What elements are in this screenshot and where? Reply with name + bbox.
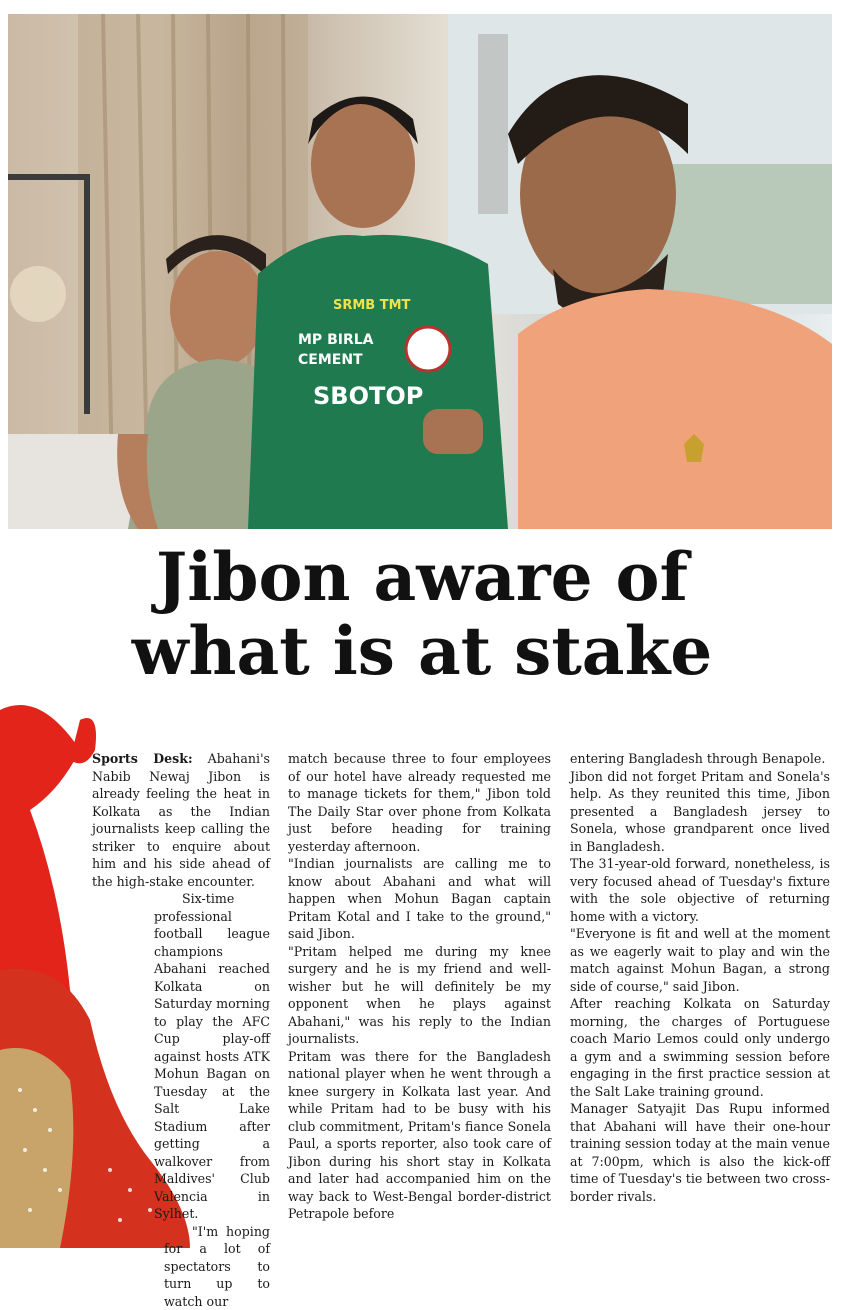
dateline: Sports Desk: (92, 751, 193, 766)
headline-line-1: Jibon aware of (20, 540, 824, 614)
article-paragraph: After reaching Kolkata on Saturday morning, the charges of Portuguese coach Mario Lemos could only undergo a gym and a swimming session before engaging in the first practice session at the Salt Lake training ground. (570, 995, 830, 1100)
jersey-chest-text-1: MP BIRLA (298, 332, 374, 348)
club-crest-icon (406, 327, 450, 371)
article-paragraph: entering Bangladesh through Benapole. (570, 750, 830, 768)
article-paragraph: "Everyone is fit and well at the moment as we eagerly wait to play and win the match against Mohun Bagan, a strong side of course," said Jibon. (570, 925, 830, 995)
article-paragraph: match because three to four employees of our hotel have already requested me to manage tickets for them," Jibon told The Daily Star over phone from Kolkata just before heading for training yesterday afternoon. (288, 750, 551, 855)
jersey-sponsor-text: SRMB TMT (333, 298, 411, 313)
jersey-chest-text-2: CEMENT (298, 352, 363, 368)
article-paragraph: Sports Desk: Abahani's Nabib Newaj Jibon is already feeling the heat in Kolkata as the Indian journalists keep calling the striker to enquire about him and his side ahead of the high-stake encounter. (92, 750, 270, 890)
article-paragraph: Manager Satyajit Das Rupu informed that Abahani will have their one-hour training session today at the main venue at 7:00pm, which is also the kick-off time of Tuesday's tie between two cross-border rivals. (570, 1100, 830, 1205)
article-photo (8, 14, 832, 529)
article-paragraph: Jibon did not forget Pritam and Sonela's help. As they reunited this time, Jibon presented a Bangladesh jersey to Sonela, whose grandparent once lived in Bangladesh. (570, 768, 830, 856)
headline-line-2: what is at stake (20, 614, 824, 688)
article-column-2 (288, 750, 551, 1223)
article-column-1 (92, 750, 270, 1310)
headline (20, 540, 824, 688)
jersey-front-text: SBOTOP (313, 382, 423, 410)
article-paragraph: "Indian journalists are calling me to know about Abahani and what will happen when Mohun Bagan captain Pritam Kotal and I take to the ground," said Jibon. (288, 855, 551, 943)
article-paragraph: Six-time professional football league champions Abahani reached Kolkata on Saturday morning to play the AFC Cup play-off against hosts ATK Mohun Bagan on Tuesday at the Salt Lake Stadium after getting a walkover from Maldives' Club Valencia in Sylhet. (154, 890, 270, 1223)
article-paragraph: Pritam was there for the Bangladesh national player when he went through a knee surgery in Kolkata last year. And while Pritam had to be busy with his club commitment, Pritam's fiance Sonela Paul, a sports reporter, also took care of Jibon during his short stay in Kolkata and later had accompanied him on the way back to West-Bengal border-district Petrapole before (288, 1048, 551, 1223)
article-paragraph: "Pritam helped me during my knee surgery and he is my friend and well-wisher but he will definitely be my opponent when he plays against Abahani," was his reply to the Indian journalists. (288, 943, 551, 1048)
people-photo-icon (8, 14, 832, 529)
article-paragraph: The 31-year-old forward, nonetheless, is very focused ahead of Tuesday's fixture with the sole objective of returning home with a victory. (570, 855, 830, 925)
article-column-3 (570, 750, 830, 1205)
article-paragraph: "I'm hoping for a lot of spectators to turn up to watch our (164, 1223, 270, 1310)
